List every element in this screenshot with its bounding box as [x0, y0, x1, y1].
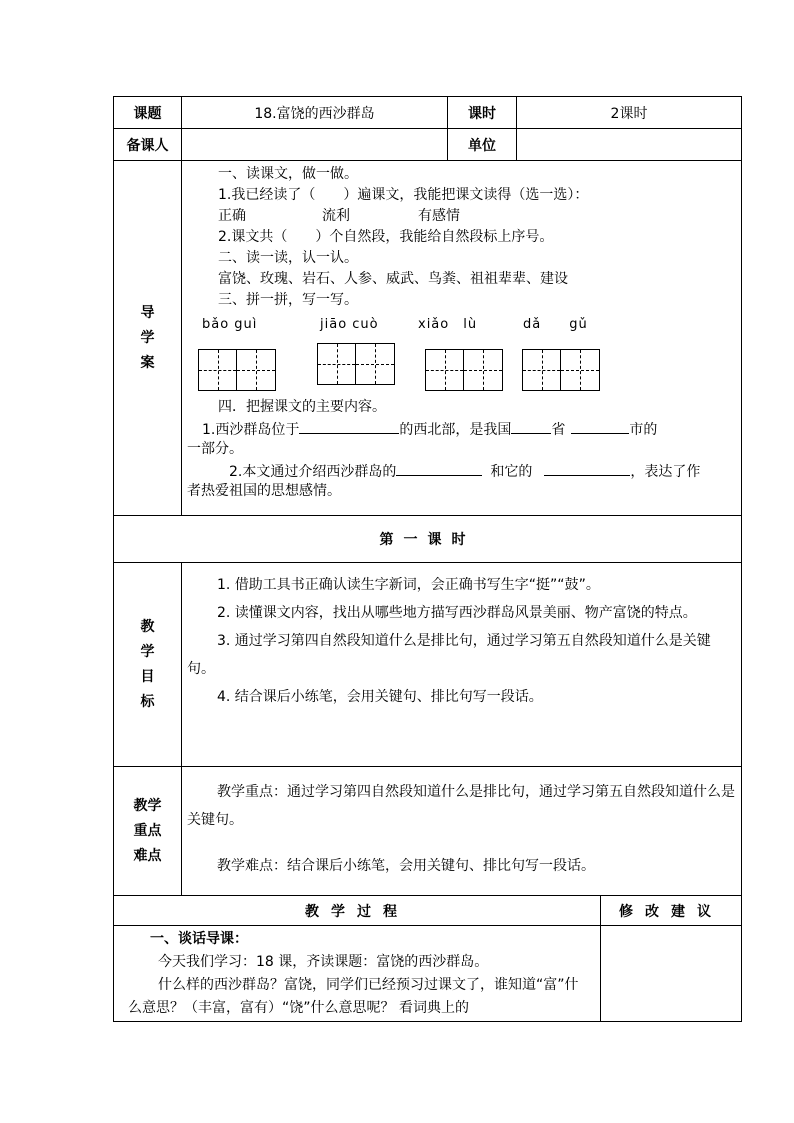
s4-q1-text-b: 的西北部，是我国 [399, 422, 512, 438]
guide-s1-q2: 2.课文共（ ）个自然段，我能给自然段标上序号。 [218, 229, 554, 245]
lesson-plan-table [113, 96, 742, 1022]
topic-value: 18.富饶的西沙群岛 [182, 97, 448, 129]
pinyin-2: jiāo cuò [320, 317, 379, 332]
suggestion-content[interactable] [601, 926, 742, 1022]
pinyin-4: dǎ gǔ [523, 317, 588, 332]
blank-city[interactable] [571, 418, 629, 434]
goal-item-3: 3. 通过学习第四自然段知道什么是排比句，通过学习第五自然段知道什么是关键句。 [187, 633, 711, 677]
s4-q2-text-b: 和它的 [490, 464, 533, 480]
pinyin-3: xiǎo lù [418, 317, 478, 332]
blank-location[interactable] [299, 418, 399, 434]
suggestion-title: 修改建议 [601, 896, 742, 926]
guide-s4-q1-cont: 一部分。 [187, 441, 243, 457]
s4-q2-text-c: ，表达了作 [630, 464, 701, 480]
guide-s1-q1: 1.我已经读了（ ）遍课文，我能把课文读得（选一选）： [218, 187, 589, 203]
hours-value: 2课时 [517, 97, 742, 129]
process-p1: 今天我们学习：18 课，齐读课题：富饶的西沙群岛。 [158, 954, 489, 970]
s4-q1-text-c: 省 [551, 422, 566, 438]
pinyin-row [182, 314, 741, 335]
process-title: 教学过程 [114, 896, 601, 926]
focus-content [182, 767, 742, 896]
process-content [114, 926, 601, 1022]
difficulty: 教学难点：结合课后小练笔，会用关键句、排比句写一段话。 [217, 858, 595, 874]
option-fluent: 流利 [322, 208, 350, 224]
pinyin-1: bǎo guì [202, 317, 258, 332]
s4-q1-text-d: 市的 [629, 422, 658, 438]
goal-item-1: 1. 借助工具书正确认读生字新词，会正确书写生字“挺”“鼓”。 [217, 577, 600, 593]
s4-q1-text-a: 1.西沙群岛位于 [202, 422, 300, 438]
blank-scenery[interactable] [396, 460, 482, 476]
writing-grid-row [182, 335, 741, 397]
goal-item-4: 4. 结合课后小练笔，会用关键句、排比句写一段话。 [217, 689, 543, 705]
goal-item-2: 2. 读懂课文内容，找出从哪些地方描写西沙群岛风景美丽、物产富饶的特点。 [217, 605, 697, 621]
option-accurate: 正确 [218, 208, 246, 224]
guide-s4-q1 [182, 418, 741, 439]
writing-grid-1[interactable] [198, 349, 276, 391]
goals-content [182, 563, 742, 767]
hours-label: 课时 [448, 97, 517, 129]
guide-s1-options [182, 206, 741, 227]
guide-s4-q2-cont: 者热爱祖国的思想感情。 [187, 483, 341, 499]
blank-province[interactable] [511, 418, 551, 434]
guide-s4-title: 四．把握课文的主要内容。 [218, 399, 386, 415]
lesson1-title: 第一课时 [114, 516, 742, 563]
guide-s2-words: 富饶、玫瑰、岩石、人参、威武、鸟粪、祖祖辈辈、建设 [218, 271, 568, 287]
unit-label: 单位 [448, 129, 517, 161]
guide-s4-q2 [182, 460, 741, 481]
writing-grid-3[interactable] [425, 349, 503, 391]
unit-value [517, 129, 742, 161]
guide-s2-title: 二、读一读，认一认。 [218, 250, 358, 266]
s4-q2-text-a: 2.本文通过介绍西沙群岛的 [229, 464, 397, 480]
goals-side-label: 教 学 目 标 [114, 563, 182, 767]
option-emotional: 有感情 [418, 208, 460, 224]
guide-s3-title: 三、拼一拼，写一写。 [218, 292, 358, 308]
process-s1-heading: 一、谈话导课： [150, 931, 248, 947]
guide-s1-title: 一、读课文，做一做。 [218, 166, 358, 182]
key-point: 教学重点：通过学习第四自然段知道什么是排比句，通过学习第五自然段知道什么是关键句。 [187, 784, 735, 828]
guide-content [182, 161, 742, 516]
topic-label: 课题 [114, 97, 182, 129]
preparer-label: 备课人 [114, 129, 182, 161]
writing-grid-4[interactable] [522, 349, 600, 391]
blank-products[interactable] [544, 460, 630, 476]
preparer-value [182, 129, 448, 161]
guide-side-label: 导 学 案 [114, 161, 182, 516]
process-p2: 什么样的西沙群岛？富饶，同学们已经预习过课文了，谁知道“富”什么意思？（丰富，富有）“饶”什么意思呢？ 看词典上的 [128, 977, 579, 1016]
focus-side-label: 教学 重点 难点 [114, 767, 182, 896]
writing-grid-2[interactable] [317, 343, 395, 385]
